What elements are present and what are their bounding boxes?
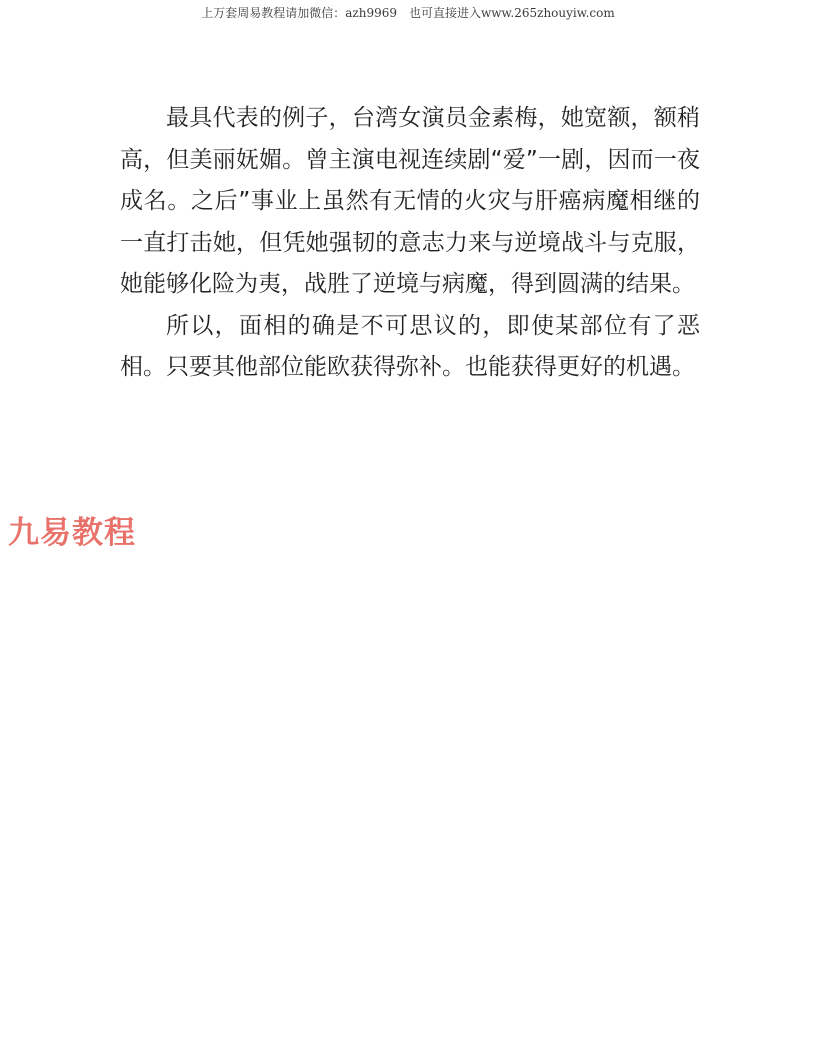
document-body — [120, 98, 700, 389]
paragraph: 所以，面相的确是不可思议的，即使某部位有了恶相。只要其他部位能欧获得弥补。也能获得更好的机遇。 — [120, 312, 700, 380]
watermark-logo: 九易教程 — [8, 515, 136, 551]
paragraph: 最具代表的例子，台湾女演员金素梅，她宽额，额稍高，但美丽妩媚。曾主演电视连续剧“爱”一剧，因而一夜成名。之后”事业上虽然有无情的火灾与肝癌病魔相继的一直打击她，但凭她强韧的意志力来与逆境战斗与克服，她能够化险为夷，战胜了逆境与病魔，得到圆满的结果。 — [120, 105, 700, 297]
header-banner: 上万套周易教程请加微信：azh9969 也可直接进入www.265zhouyiw.com — [201, 6, 615, 20]
